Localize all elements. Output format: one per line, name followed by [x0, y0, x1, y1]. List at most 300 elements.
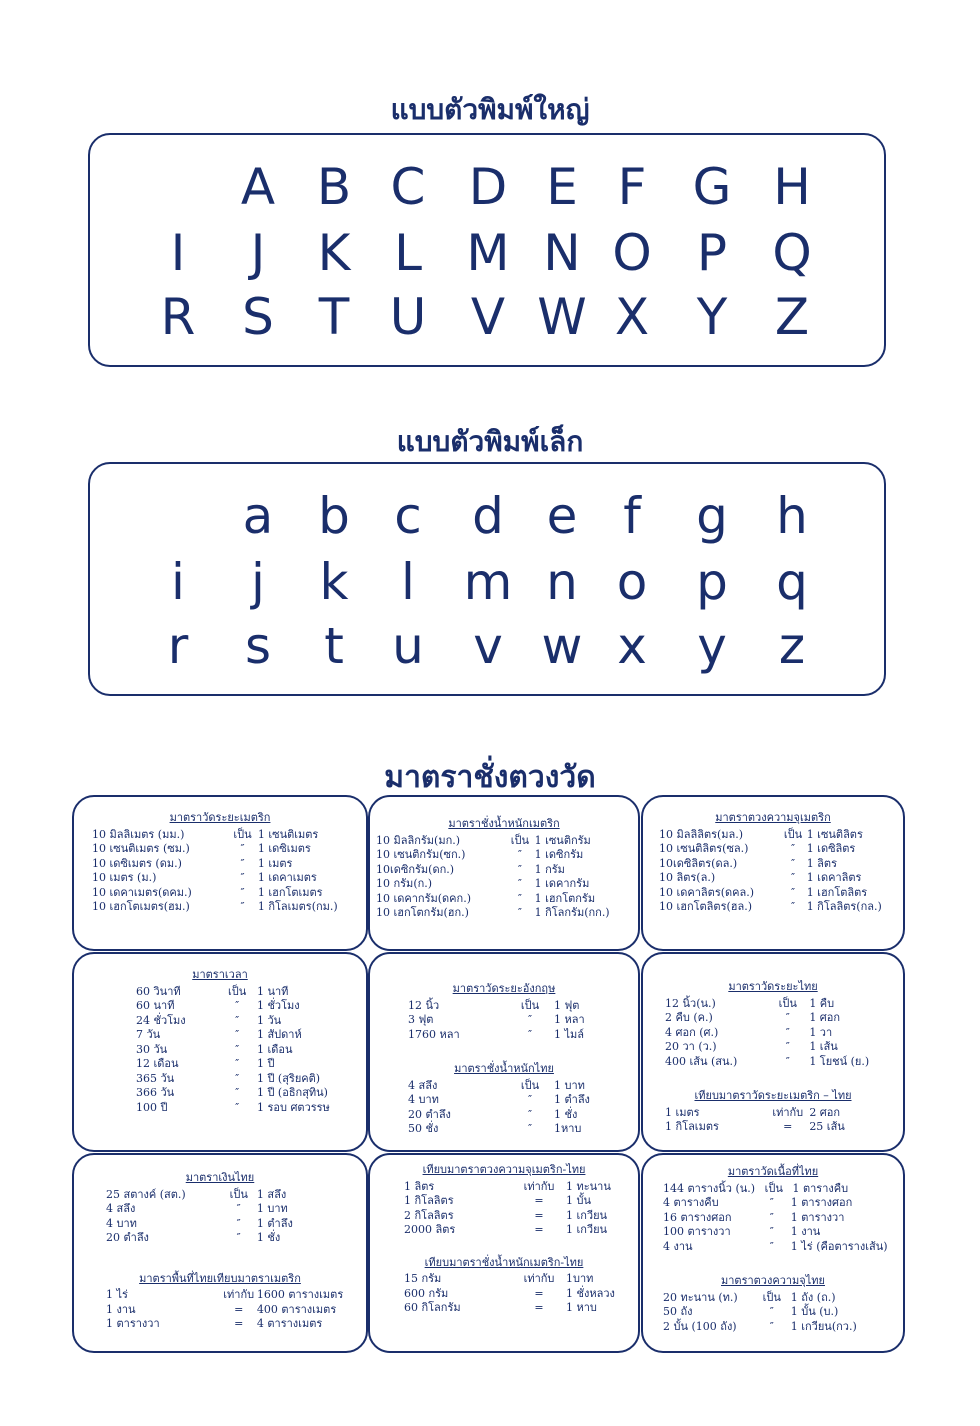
measure-to: 1 สัปดาห์	[256, 1028, 302, 1041]
measure-row	[136, 1057, 366, 1072]
measure-row	[106, 1317, 366, 1332]
measure-relation: =	[534, 1194, 544, 1207]
measure-relation: เป็น	[778, 996, 797, 1010]
letter-uppercase-0-1: A	[240, 158, 276, 216]
letter-lowercase-2-5: w	[541, 617, 583, 675]
measure-from: 365 วัน	[136, 1071, 175, 1085]
measure-from: 10 มิลลิกรัม(มก.)	[376, 833, 461, 847]
measure-card-4	[368, 952, 640, 1152]
measure-relation: ″	[527, 1013, 533, 1026]
measure-from: 20 ทะนาน (ท.)	[663, 1290, 738, 1304]
measure-relation: ″	[235, 1028, 240, 1041]
measure-relation: ″	[235, 1013, 240, 1027]
letter-lowercase-1-0: i	[171, 553, 185, 611]
letter-lowercase-0-7: g	[696, 487, 728, 545]
measure-relation: =	[234, 1302, 244, 1316]
measure-from: 10 เดคาลิตร(ดคล.)	[659, 885, 755, 899]
measure-from: 10 ลิตร(ล.)	[659, 871, 716, 884]
measure-to: 1 เฮกโตลิตร	[806, 885, 868, 899]
letter-uppercase-2-5: W	[537, 288, 587, 346]
measure-relation: =	[534, 1286, 544, 1300]
measure-section	[408, 982, 638, 1042]
measure-section-title: มาตราวัดระยะอังกฤษ	[452, 982, 556, 995]
measure-row	[136, 1028, 366, 1043]
measure-from: 50 ชั่ง	[408, 1122, 439, 1135]
measure-row	[404, 1272, 638, 1287]
measure-to: 1 เดือน	[256, 1042, 293, 1056]
measure-card-5	[641, 952, 905, 1152]
measure-from: 10 เซนติเมตร (ซม.)	[92, 842, 190, 855]
measure-from: 1 กิโลเมตร	[665, 1120, 719, 1133]
measure-row	[659, 857, 903, 872]
measure-section	[106, 1272, 366, 1332]
measure-to: 1 ลิตร	[806, 856, 837, 870]
measure-section	[404, 1256, 638, 1316]
measure-relation: ″	[790, 842, 796, 855]
measure-relation: เท่ากับ	[772, 1105, 804, 1119]
measure-relation: ″	[240, 856, 245, 870]
measure-section	[665, 1089, 903, 1135]
measure-card-7	[368, 1153, 640, 1353]
letter-uppercase-2-8: Z	[774, 288, 810, 346]
measure-to: 1 งาน	[790, 1225, 821, 1238]
measure-from: 2000 ลิตร	[404, 1223, 456, 1236]
letter-uppercase-1-5: N	[543, 224, 581, 282]
measure-relation: ″	[527, 1122, 533, 1135]
measure-to: 1 ชั่งหลวง	[566, 1286, 615, 1300]
measure-to: 1 ตำลึง	[256, 1216, 293, 1230]
letter-lowercase-1-7: p	[696, 553, 728, 611]
measure-row	[92, 842, 366, 857]
measure-from: 10 เดซิเมตร (ดม.)	[92, 856, 182, 870]
measure-relation: =	[783, 1120, 793, 1133]
measure-row	[665, 997, 903, 1012]
lowercase-title: แบบตัวพิมพ์เล็ก	[396, 425, 584, 458]
measures-title: มาตราชั่งตวงวัด	[384, 760, 596, 795]
measure-to: 25 เส้น	[809, 1120, 845, 1133]
measure-row	[408, 1079, 638, 1094]
measure-row	[92, 871, 366, 886]
letter-uppercase-2-0: R	[160, 288, 196, 346]
measure-section	[659, 811, 903, 915]
measure-relation: เท่ากับ	[523, 1179, 555, 1193]
measure-to: 1 เซนติกรัม	[534, 833, 591, 847]
measure-row	[663, 1291, 903, 1306]
measure-row	[659, 828, 903, 843]
measure-row	[376, 877, 638, 892]
letter-uppercase-2-7: Y	[696, 288, 728, 346]
measure-to: 1 ชั่ง	[554, 1107, 578, 1121]
measure-relation: ″	[517, 877, 522, 890]
measure-row	[106, 1217, 366, 1232]
measure-section	[136, 968, 366, 1115]
measure-to: 1 ศอก	[809, 1011, 841, 1024]
letter-lowercase-2-1: s	[244, 617, 272, 675]
measure-from: 10 เดคากรัม(ดคก.)	[376, 891, 471, 905]
measure-from: 10 เดคาเมตร(ดคม.)	[92, 885, 192, 899]
measure-to: 1 ตารางศอก	[790, 1196, 853, 1209]
measure-from: 4 สลึง	[106, 1202, 136, 1215]
letter-lowercase-1-1: j	[251, 553, 265, 611]
measure-row	[659, 842, 903, 857]
measure-relation: เป็น	[227, 984, 247, 998]
measure-relation: ″	[517, 891, 522, 905]
measure-to: 2 ศอก	[809, 1105, 841, 1119]
measure-relation: ″	[769, 1239, 774, 1253]
measure-row	[106, 1303, 366, 1318]
measure-row	[659, 871, 903, 886]
measure-section	[665, 980, 903, 1069]
letter-lowercase-2-7: y	[697, 617, 727, 675]
measure-card-3	[72, 952, 368, 1152]
measure-card-1	[368, 795, 640, 951]
measure-to: 1 ไมล์	[554, 1027, 585, 1041]
measure-to: 1 สลึง	[256, 1187, 287, 1201]
measure-to: 1 กรัม	[534, 862, 565, 876]
measure-relation: ″	[235, 1057, 240, 1070]
measure-from: 4 ศอก (ศ.)	[665, 1025, 719, 1039]
measure-row	[665, 1120, 903, 1135]
measure-relation: ″	[240, 885, 245, 899]
measure-row	[92, 886, 366, 901]
letter-lowercase-0-4: d	[472, 487, 504, 545]
measure-row	[665, 1055, 903, 1070]
measure-relation: ″	[785, 1025, 790, 1039]
measure-row	[376, 863, 638, 878]
letter-lowercase-1-5: n	[546, 553, 578, 611]
letter-lowercase-0-8: h	[776, 487, 808, 545]
measure-row	[408, 1013, 638, 1028]
letter-lowercase-2-6: x	[617, 617, 647, 675]
letter-lowercase-1-6: o	[616, 553, 648, 611]
measure-row	[136, 1072, 366, 1087]
letter-uppercase-0-7: G	[692, 158, 732, 216]
letter-uppercase-1-4: M	[466, 224, 510, 282]
letter-uppercase-0-5: E	[546, 158, 578, 216]
measure-to: 1 หาบ	[566, 1301, 597, 1314]
measure-from: 1 เมตร	[665, 1105, 700, 1119]
measure-from: 20 ตำลึง	[408, 1107, 451, 1121]
measure-row	[659, 900, 903, 915]
measure-to: 1 ตารางวา	[790, 1210, 845, 1224]
measure-to: 1 เดซิลิตร	[806, 842, 856, 855]
measure-to: 1 บาท	[554, 1078, 585, 1092]
measure-from: 12 เดือน	[136, 1057, 179, 1070]
measure-from: 10 เฮกโตเมตร(ฮม.)	[92, 900, 190, 913]
measure-from: 24 ชั่วโมง	[136, 1013, 186, 1027]
measure-relation: ″	[769, 1225, 774, 1238]
measure-from: 144 ตารางนิ้ว (น.)	[663, 1181, 756, 1195]
measure-relation: ″	[527, 1107, 533, 1121]
measure-section-title: มาตราวัดเนื้อที่ไทย	[727, 1165, 819, 1178]
measure-from: 10เดซิกรัม(ดก.)	[376, 862, 455, 876]
measure-to: 400 ตารางเมตร	[256, 1302, 337, 1316]
measure-row	[404, 1194, 638, 1209]
measure-row	[408, 1093, 638, 1108]
measure-to: 1 เซนติลิตร	[806, 827, 863, 841]
measure-relation: ″	[785, 1011, 790, 1024]
measure-to: 1 ปี (อธิกสุทิน)	[256, 1086, 328, 1099]
measure-from: 100 ตารางวา	[663, 1225, 731, 1238]
measure-to: 1 ปี	[256, 1057, 275, 1070]
measure-row	[136, 1086, 366, 1101]
measure-section-title: มาตราวัดระยะเมตริก	[169, 811, 271, 824]
measure-row	[663, 1182, 903, 1197]
measure-relation: ″	[527, 1093, 533, 1106]
measure-relation: เป็น	[233, 827, 252, 841]
measure-to: 1 ถัง (ถ.)	[790, 1290, 836, 1304]
measure-relation: ″	[236, 1216, 241, 1230]
measure-from: 60 นาที	[136, 999, 175, 1012]
letter-lowercase-1-4: m	[463, 553, 513, 611]
measure-from: 3 ฟุต	[408, 1013, 434, 1026]
measure-relation: ″	[240, 842, 245, 855]
measure-to: 1 คืบ	[809, 996, 835, 1010]
measure-to: 1600 ตารางเมตร	[256, 1288, 344, 1301]
measure-relation: ″	[236, 1202, 241, 1215]
measure-to: 1 บั้น (บ.)	[790, 1305, 839, 1318]
measure-relation: ″	[790, 856, 796, 870]
measure-from: 1760 หลา	[408, 1027, 460, 1041]
measure-row	[663, 1211, 903, 1226]
measure-row	[408, 1122, 638, 1137]
measure-row	[376, 892, 638, 907]
measure-section	[404, 1163, 638, 1238]
uppercase-title: แบบตัวพิมพ์ใหญ่	[390, 93, 590, 126]
letter-lowercase-0-6: f	[623, 487, 641, 545]
measure-row	[408, 999, 638, 1014]
measure-from: 30 วัน	[136, 1042, 168, 1056]
measure-from: 20 ตำลึง	[106, 1231, 149, 1244]
measure-relation: ″	[517, 862, 522, 876]
measure-section	[376, 817, 638, 921]
measure-section	[408, 1062, 638, 1137]
letter-uppercase-1-6: O	[612, 224, 652, 282]
measure-to: 1 วัน	[256, 1013, 282, 1027]
measure-relation: ″	[235, 999, 240, 1012]
measure-row	[408, 1028, 638, 1043]
measure-row	[404, 1223, 638, 1238]
measure-row	[136, 999, 366, 1014]
measure-row	[106, 1231, 366, 1246]
measure-relation: เป็น	[764, 1181, 783, 1195]
letter-uppercase-2-3: U	[389, 288, 427, 346]
letter-uppercase-2-2: T	[318, 288, 350, 346]
letter-uppercase-1-1: J	[250, 224, 266, 282]
measure-to: 1 หลา	[554, 1013, 585, 1026]
measure-relation: ″	[235, 1100, 240, 1114]
measure-row	[663, 1240, 903, 1255]
measure-to: 1 ชั่ง	[256, 1231, 281, 1244]
measure-relation: ″	[517, 848, 522, 861]
measure-from: 10เดซิลิตร(ดล.)	[659, 856, 738, 870]
measure-to: 1 ตารางคืบ	[792, 1181, 849, 1195]
letter-lowercase-0-3: c	[394, 487, 422, 545]
measure-to: 1 บาท	[256, 1202, 288, 1215]
measure-from: 366 วัน	[136, 1086, 175, 1099]
letter-lowercase-0-5: e	[546, 487, 578, 545]
measure-row	[376, 834, 638, 849]
measure-row	[106, 1288, 366, 1303]
measure-row	[404, 1180, 638, 1195]
measure-from: 10 มิลลิลิตร(มล.)	[659, 827, 744, 841]
measure-from: 60 วินาที	[136, 984, 181, 998]
measure-section-title: เทียบมาตราชั่งน้ำหนักเมตริก-ไทย	[424, 1255, 584, 1269]
measure-to: 4 ตารางเมตร	[256, 1317, 323, 1330]
measure-relation: =	[534, 1301, 544, 1314]
measure-from: 7 วัน	[136, 1028, 161, 1041]
measure-row	[136, 1101, 366, 1116]
measure-section-title: มาตราวัดระยะไทย	[728, 980, 818, 993]
measure-row	[665, 1011, 903, 1026]
measure-from: 600 กรัม	[404, 1286, 449, 1300]
measure-relation: ″	[790, 900, 796, 913]
measure-relation: ″	[527, 1027, 533, 1041]
measure-to: 1 ปี (สุริยคติ)	[256, 1071, 321, 1085]
measure-relation: ″	[785, 1054, 790, 1068]
letter-uppercase-2-4: V	[470, 288, 506, 346]
measure-relation: ″	[769, 1210, 774, 1224]
measure-to: 1 วา	[809, 1025, 833, 1039]
measure-from: 25 สตางค์ (สต.)	[106, 1187, 186, 1201]
measure-from: 2 กิโลลิตร	[404, 1208, 454, 1222]
measure-row	[659, 886, 903, 901]
measure-from: 1 กิโลลิตร	[404, 1194, 454, 1207]
measure-section	[663, 1165, 903, 1254]
measure-to: 1 กิโลกรัม(กก.)	[534, 906, 610, 919]
letter-uppercase-1-7: P	[696, 224, 728, 282]
measure-to: 1 เซนติเมตร	[257, 827, 319, 841]
measure-relation: ″	[236, 1231, 241, 1244]
measure-to: 1บาท	[566, 1272, 594, 1285]
measure-relation: ″	[235, 1086, 240, 1099]
measure-from: 50 ถัง	[663, 1305, 693, 1318]
measure-row	[663, 1320, 903, 1335]
measure-from: 10 มิลลิเมตร (มม.)	[92, 827, 185, 841]
measure-from: 10 กรัม(ก.)	[376, 877, 433, 890]
measure-section-title: เทียบมาตราตวงความจุเมตริก-ไทย	[422, 1163, 586, 1176]
measure-row	[404, 1209, 638, 1224]
measure-section-title: มาตราเวลา	[192, 968, 248, 981]
measure-relation: เท่ากับ	[223, 1288, 255, 1301]
measure-row	[92, 900, 366, 915]
measure-row	[376, 848, 638, 863]
measure-to: 1 ฟุต	[554, 998, 580, 1012]
measure-from: 4 สลึง	[408, 1078, 438, 1092]
measure-relation: ″	[790, 885, 796, 899]
letter-uppercase-0-4: D	[468, 158, 508, 216]
measure-row	[663, 1225, 903, 1240]
measure-from: 100 ปี	[136, 1100, 168, 1114]
measure-relation: เท่ากับ	[523, 1272, 555, 1285]
measure-relation: เป็น	[520, 1078, 540, 1092]
measure-section	[663, 1274, 903, 1334]
measure-from: 10 เซนติกรัม(ซก.)	[376, 848, 466, 861]
measure-row	[136, 985, 366, 1000]
letter-uppercase-1-0: I	[170, 224, 186, 282]
measure-row	[376, 906, 638, 921]
letter-uppercase-2-1: S	[242, 288, 274, 346]
measure-from: 4 งาน	[663, 1239, 693, 1253]
measure-relation: =	[234, 1317, 244, 1330]
measure-section	[92, 811, 366, 915]
measure-to: 1 เกวียน	[566, 1223, 608, 1236]
measure-row	[408, 1108, 638, 1123]
measure-to: 1 ชั่วโมง	[256, 999, 300, 1012]
measure-to: 1 เมตร	[257, 856, 293, 870]
measure-relation: ″	[785, 1040, 790, 1053]
measure-card-0	[72, 795, 368, 951]
letter-uppercase-1-8: Q	[772, 224, 812, 282]
measure-to: 1 โยชน์ (ย.)	[809, 1054, 870, 1068]
measure-from: 1 ตารางวา	[106, 1317, 160, 1330]
measure-relation: ″	[240, 871, 245, 884]
measure-row	[92, 828, 366, 843]
measure-relation: เป็น	[510, 833, 530, 847]
measure-to: 1 เดคาเมตร	[257, 871, 317, 884]
measure-card-2	[641, 795, 905, 951]
letter-uppercase-0-3: C	[390, 158, 426, 216]
measure-from: 15 กรัม	[404, 1272, 442, 1285]
measure-from: 12 นิ้ว(น.)	[665, 996, 716, 1010]
measure-to: 1 เดคาลิตร	[806, 871, 862, 884]
measure-relation: ″	[790, 871, 796, 884]
measure-to: 1 เกวียน	[566, 1208, 608, 1222]
measure-section	[106, 1171, 366, 1246]
measure-from: 4 บาท	[408, 1093, 439, 1106]
measure-row	[663, 1196, 903, 1211]
measure-from: 4 บาท	[106, 1216, 137, 1230]
letter-lowercase-1-3: l	[401, 553, 415, 611]
measure-relation: ″	[769, 1305, 774, 1318]
measure-row	[404, 1287, 638, 1302]
measure-row	[663, 1305, 903, 1320]
measure-row	[106, 1202, 366, 1217]
measure-card-6	[72, 1153, 368, 1353]
measure-from: 10 เฮกโตกรัม(ฮก.)	[376, 906, 469, 919]
measure-to: 1 รอบ ศตวรรษ	[256, 1100, 330, 1114]
uppercase-letters-box	[88, 133, 886, 367]
measure-card-8	[641, 1153, 905, 1353]
measure-to: 1 เดซิเมตร	[257, 842, 311, 855]
measure-section-title: มาตราเงินไทย	[185, 1171, 255, 1184]
measure-to: 1 นาที	[256, 984, 289, 998]
letter-lowercase-2-3: u	[392, 617, 424, 675]
measure-from: 60 กิโลกรัม	[404, 1301, 461, 1314]
measure-relation: ″	[235, 1071, 240, 1085]
measure-to: 1 เฮกโตกรัม	[534, 891, 596, 905]
measure-from: 400 เส้น (สน.)	[665, 1054, 738, 1068]
measure-from: 10 เมตร (ม.)	[92, 871, 157, 884]
measure-to: 1หาบ	[554, 1122, 582, 1135]
measure-from: 4 ตารางคืบ	[663, 1196, 719, 1209]
measure-relation: เป็น	[762, 1290, 781, 1304]
letter-lowercase-0-2: b	[318, 487, 350, 545]
measure-from: 10 เฮกโตลิตร(ฮล.)	[659, 900, 753, 913]
measure-section-title: มาตราชั่งน้ำหนักไทย	[454, 1062, 554, 1075]
measure-from: 16 ตารางศอก	[663, 1210, 732, 1224]
letter-lowercase-2-0: r	[167, 617, 189, 675]
measure-row	[136, 1043, 366, 1058]
letter-lowercase-0-1: a	[242, 487, 274, 545]
measure-relation: ″	[235, 1042, 240, 1056]
measure-section-title: มาตราชั่งน้ำหนักเมตริก	[448, 817, 560, 830]
measure-relation: =	[534, 1223, 544, 1236]
measure-from: 20 วา (ว.)	[665, 1040, 717, 1053]
measure-from: 2 คืบ (ค.)	[665, 1011, 713, 1024]
measure-relation: ″	[517, 906, 522, 919]
measure-to: 1 กิโลลิตร(กล.)	[806, 900, 882, 913]
